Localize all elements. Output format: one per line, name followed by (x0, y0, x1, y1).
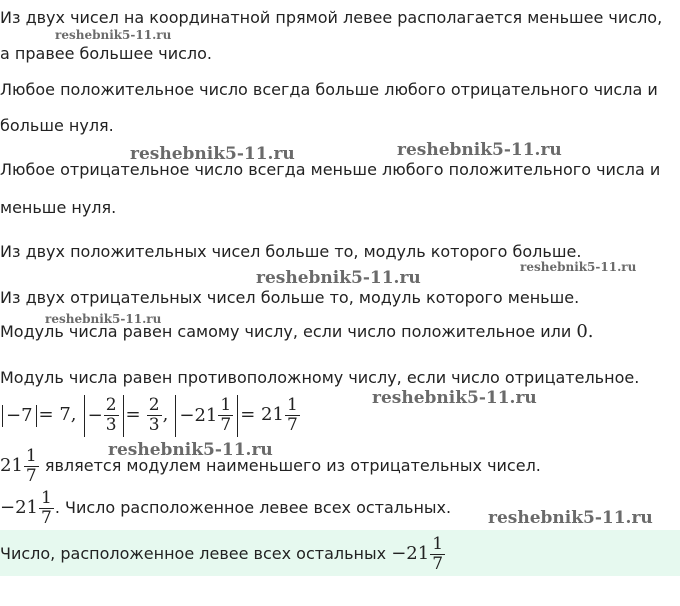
fraction-2-3-result (147, 396, 162, 435)
fraction-denominator: 7 (432, 554, 444, 574)
eq1: = 7, (38, 404, 77, 425)
watermark: reshebnik5-11.ru (488, 508, 653, 528)
watermark: reshebnik5-11.ru (520, 260, 637, 274)
watermark: reshebnik5-11.ru (256, 268, 421, 288)
text-line-7: Из двух положительных чисел больше то, модуль которого больше. (0, 242, 582, 261)
answer-fraction (430, 535, 445, 574)
fraction-numerator: 1 (286, 395, 298, 415)
abs-minus-seven (2, 405, 37, 427)
modulus-text: является модулем наименьшего из отрицательных чисел. (44, 456, 541, 475)
fraction-numerator: 2 (105, 395, 117, 415)
text-line-8: Из двух отрицательных чисел больше то, модуль которого меньше. (0, 288, 580, 307)
eq2: = (125, 404, 141, 425)
abs-fraction-minus: − (87, 404, 103, 426)
fraction-denominator: 7 (220, 415, 232, 435)
zero-value: 0. (576, 321, 594, 342)
eq3: = 21 (240, 404, 284, 425)
fraction-2-3 (104, 396, 119, 435)
abs1-value: −7 (6, 404, 33, 426)
fraction-1-7-result (285, 396, 300, 435)
fraction-denominator: 3 (105, 415, 117, 435)
eq2-end: , (162, 404, 169, 425)
abs-mixed (175, 395, 238, 437)
leftmost-fraction (39, 489, 54, 528)
mixed-whole: −21 (179, 404, 218, 426)
fraction-denominator: 7 (286, 415, 298, 435)
watermark: reshebnik5-11.ru (130, 144, 295, 164)
watermark: reshebnik5-11.ru (108, 440, 273, 460)
leftmost-text: . Число расположенное левее всех остальных. (54, 498, 452, 517)
answer-text: Число, расположенное левее всех остальных (0, 544, 392, 563)
fraction-denominator: 3 (148, 415, 160, 435)
text-line-4: больше нуля. (0, 116, 114, 135)
fraction-1-7 (218, 396, 233, 435)
watermark: reshebnik5-11.ru (55, 28, 172, 42)
leftmost-line (0, 486, 451, 530)
leftmost-whole: −21 (0, 497, 38, 518)
text-line-3: Любое положительное число всегда больше любого отрицательного числа и (0, 80, 658, 99)
text-line-1: Из двух чисел на координатной прямой левее располагается меньшее число, (0, 8, 663, 27)
fraction-numerator: 1 (25, 446, 37, 466)
fraction-denominator: 7 (41, 508, 52, 528)
fraction-numerator: 1 (432, 534, 444, 554)
fraction-numerator: 2 (148, 395, 160, 415)
fraction-numerator: 1 (220, 395, 232, 415)
abs-fraction (84, 395, 124, 437)
fraction-numerator: 1 (41, 488, 52, 508)
formula-line (0, 392, 301, 438)
watermark: reshebnik5-11.ru (397, 140, 562, 160)
fraction-denominator: 7 (25, 466, 37, 486)
watermark: reshebnik5-11.ru (45, 312, 162, 326)
text-line-10: Модуль числа равен противоположному числу, если число отрицательное. (0, 368, 640, 387)
answer-line (0, 534, 446, 574)
watermark: reshebnik5-11.ru (372, 388, 537, 408)
text-line-5: Любое отрицательное число всегда меньше любого положительного числа и (0, 160, 661, 179)
text-line-2: а правее большее число. (0, 44, 212, 63)
modulus-fraction (24, 447, 39, 486)
modulus-whole: 21 (0, 455, 23, 476)
text-line-9-text: Модуль числа равен самому числу, если число положительное или (0, 322, 577, 341)
answer-whole: −21 (391, 543, 430, 564)
text-line-6: меньше нуля. (0, 198, 117, 217)
